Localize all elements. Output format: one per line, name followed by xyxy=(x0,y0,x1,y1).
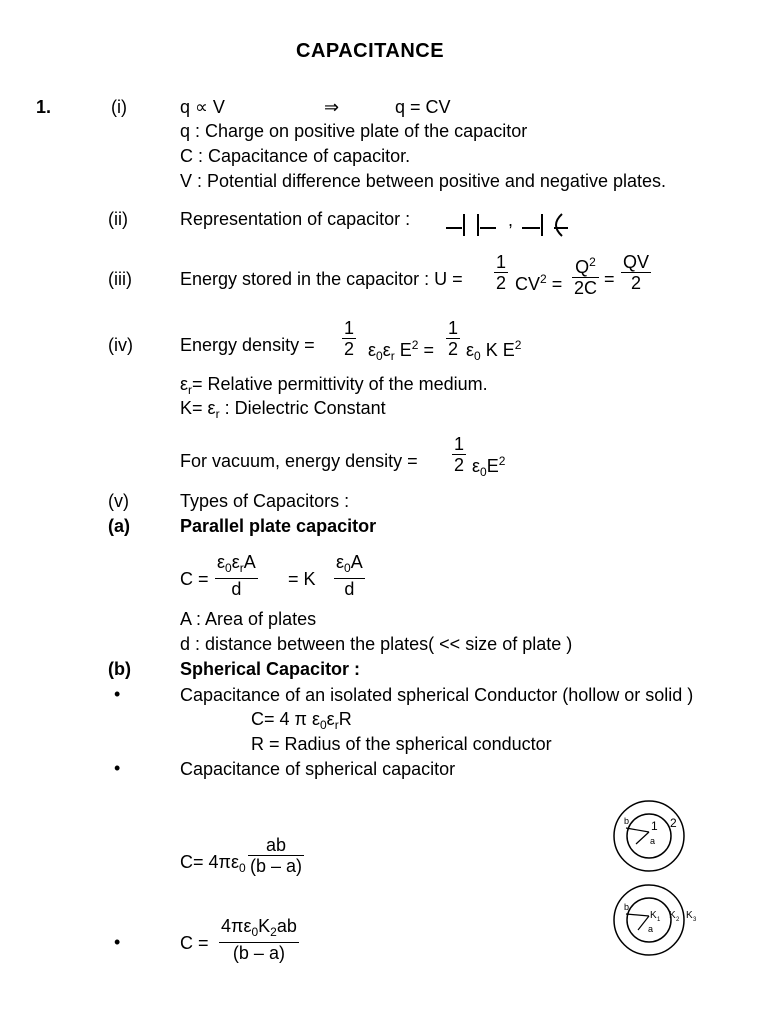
definition-area: A : Area of plates xyxy=(180,609,317,629)
label-2: 2 xyxy=(670,816,677,830)
fraction-eps0-a-d: $\varepsilon_0A$ d xyxy=(336,552,363,599)
representation-text: Representation of capacitor : xyxy=(180,209,411,229)
fraction-k2-ab: $4\pi\varepsilon_0K_2ab$ (b – a) xyxy=(221,916,297,963)
vacuum-energy-density-text: For vacuum, energy density = xyxy=(180,451,418,471)
dielectric-sphere-c-equals: C = xyxy=(180,933,209,953)
spherical-capacitor-text: Capacitance of spherical capacitor xyxy=(180,759,456,779)
item-label-v: (v) xyxy=(108,491,129,511)
label-k2-sub: 2 xyxy=(676,917,680,923)
item-label-a: (a) xyxy=(108,516,130,536)
label-a-2: a xyxy=(648,924,654,934)
fraction-half-iv-2: 1 2 xyxy=(448,318,459,359)
bullet-2: • xyxy=(114,758,121,778)
label-b: b xyxy=(624,816,630,826)
dielectric-spherical-diagram xyxy=(606,880,716,960)
label-k3-sub: 3 xyxy=(693,917,697,923)
item-label-ii: (ii) xyxy=(108,209,128,229)
fraction-ab-b-minus-a: ab (b – a) xyxy=(250,835,303,876)
label-b-2: b xyxy=(624,902,630,912)
bullet-3: • xyxy=(114,932,121,952)
item-label-i: (i) xyxy=(111,97,127,117)
radius-b-line-2 xyxy=(626,914,649,916)
isolated-sphere-formula: C= 4 π $\varepsilon_0\varepsilon_rR$ xyxy=(251,709,352,732)
formula-q-cv: q = CV xyxy=(395,97,451,117)
label-k3: K xyxy=(686,910,693,921)
spherical-capacitor-diagram xyxy=(606,798,706,878)
vacuum-eps-e2: $\varepsilon_0E^2$ xyxy=(472,454,506,479)
outer-sphere xyxy=(614,801,684,871)
label-k1: K xyxy=(650,910,657,921)
inner-sphere-2 xyxy=(627,898,671,942)
parallel-c-equals: C = xyxy=(180,569,209,589)
energy-density-text: Energy density = xyxy=(180,335,315,355)
fraction-half-iii: 1 2 xyxy=(496,252,507,293)
question-number: 1. xyxy=(36,97,52,117)
definition-v: V : Potential difference between positive and negative plates. xyxy=(180,171,666,191)
eps-expression-2: $\varepsilon_0$ K $E^2$ xyxy=(466,338,522,363)
spherical-formula-lhs: $C= 4\pi\varepsilon_0$ xyxy=(180,852,246,875)
fraction-half-iv-1: 1 2 xyxy=(344,318,355,359)
spherical-heading: Spherical Capacitor : xyxy=(180,659,361,679)
radius-b-line xyxy=(626,828,649,832)
equals-k: = K xyxy=(288,569,316,589)
radius-a-line xyxy=(636,832,649,844)
fraction-q2-2c: $Q^2$ 2C xyxy=(574,255,598,298)
symbol-separator: , xyxy=(508,210,514,230)
energy-stored-text: Energy stored in the capacitor : U = xyxy=(180,269,463,289)
label-k2: K xyxy=(669,910,676,921)
fraction-half-vacuum: 1 2 xyxy=(454,434,465,475)
inner-sphere xyxy=(627,814,671,858)
item-label-iv: (iv) xyxy=(108,335,133,355)
eps-expression-1: $\varepsilon_0\varepsilon_r$ $E^2$ = xyxy=(368,338,434,363)
definition-c: C : Capacitance of capacitor. xyxy=(180,146,411,166)
dielectric-constant-definition: $K= \varepsilon_r$ : Dielectric Constant xyxy=(180,398,386,421)
proportionality: q ∝ V xyxy=(180,97,225,117)
implies-symbol: ⇒ xyxy=(324,97,340,117)
cv-squared: $CV^2$ = xyxy=(515,272,563,294)
capacitor-symbol-polarized xyxy=(522,214,568,236)
capacitor-symbol-parallel xyxy=(446,214,496,236)
equals-sign: = xyxy=(604,269,615,289)
label-a: a xyxy=(650,836,656,846)
bullet-1: • xyxy=(114,684,121,704)
label-1: 1 xyxy=(651,819,658,833)
definition-distance: d : distance between the plates( << size of plate ) xyxy=(180,634,573,654)
page-title: CAPACITANCE xyxy=(296,40,445,62)
label-k1-sub: 1 xyxy=(657,917,661,923)
eps-r-definition: $\varepsilon_r=$ Relative permittivity of the medium. xyxy=(180,374,488,397)
capacitor-symbols xyxy=(444,208,584,238)
fraction-eps0-epsr-a-d: $\varepsilon_0\varepsilon_rA$ d xyxy=(217,552,256,599)
fraction-qv-2: QV 2 xyxy=(623,252,650,293)
item-label-iii: (iii) xyxy=(108,269,132,289)
types-of-capacitors: Types of Capacitors : xyxy=(180,491,350,511)
isolated-sphere-text: Capacitance of an isolated spherical Conductor (hollow or solid ) xyxy=(180,685,694,705)
parallel-plate-heading: Parallel plate capacitor xyxy=(180,516,377,536)
item-label-b: (b) xyxy=(108,659,131,679)
radius-definition: R = Radius of the spherical conductor xyxy=(251,734,552,754)
definition-q: q : Charge on positive plate of the capacitor xyxy=(180,121,528,141)
